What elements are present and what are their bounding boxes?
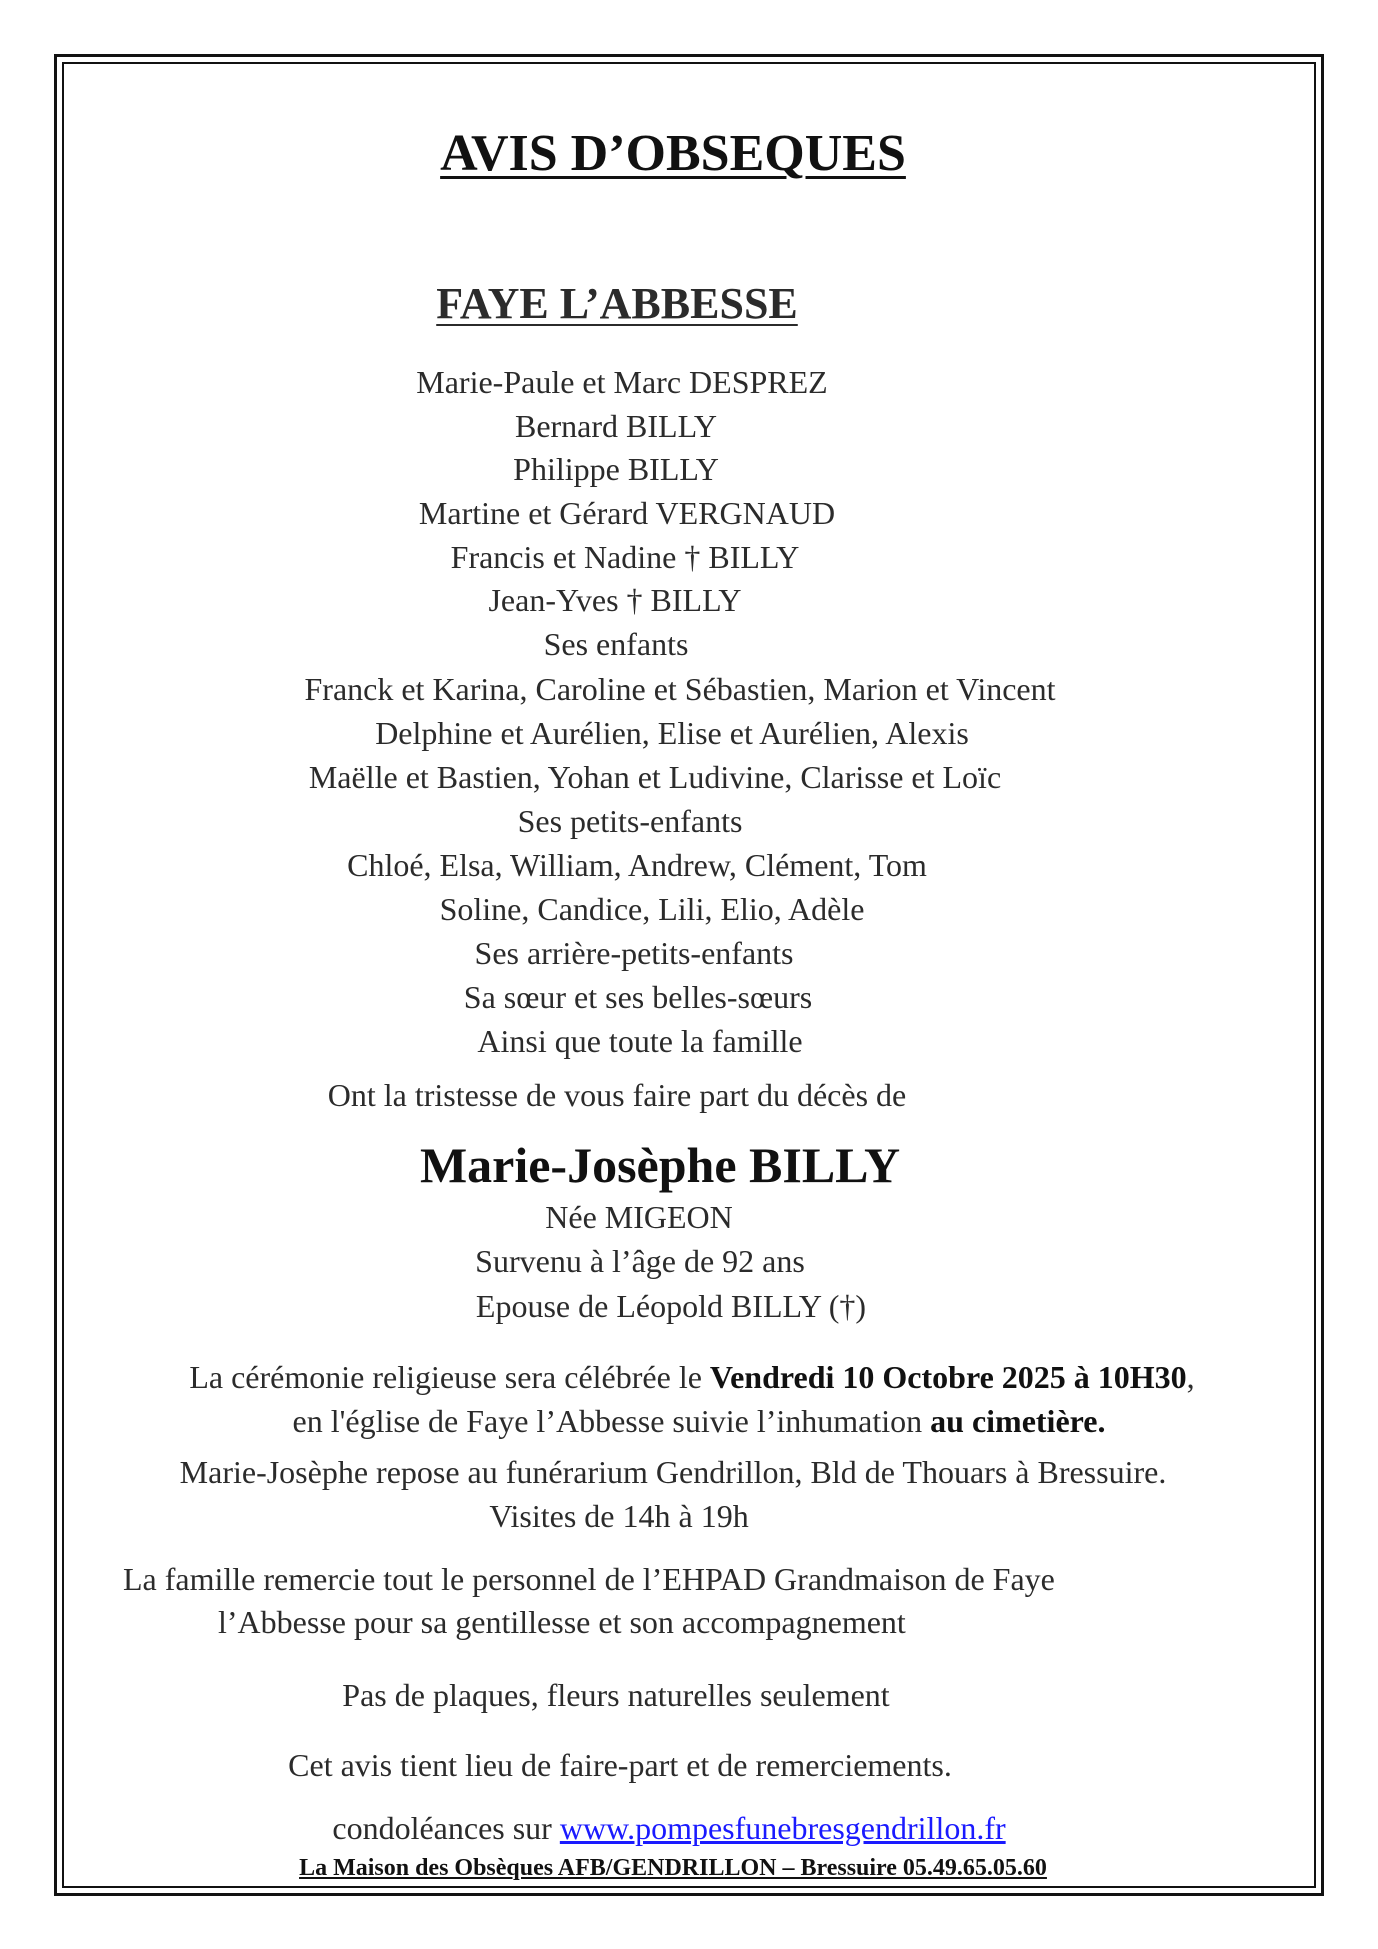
grandchildren-label: Ses petits-enfants: [517, 803, 743, 839]
child-2: Bernard BILLY: [514, 408, 718, 444]
child-4: Martine et Gérard VERGNAUD: [418, 495, 836, 531]
child-1: Marie-Paule et Marc DESPREZ: [416, 364, 828, 400]
notice-title: AVIS D’OBSEQUES: [440, 125, 906, 182]
ceremony-line-1: [189, 1361, 1194, 1393]
grandchildren-2: Delphine et Aurélien, Elise et Aurélien, Alexis: [375, 715, 969, 751]
great-grandchildren-label: Ses arrière-petits-enfants: [474, 935, 794, 971]
thanks-line-1: La famille remercie tout le personnel de l’EHPAD Grandmaison de Faye: [123, 1561, 1055, 1597]
child-3: Philippe BILLY: [513, 451, 719, 487]
footer-contact: La Maison des Obsèques AFB/GENDRILLON – Bressuire 05.49.65.05.60: [299, 1855, 1047, 1881]
visit-hours: Visites de 14h à 19h: [489, 1498, 749, 1534]
place-name: FAYE L’ABBESSE: [436, 279, 798, 328]
condolences-link[interactable]: www.pompesfunebresgendrillon.fr: [559, 1810, 1006, 1846]
deceased-name: Marie-Josèphe BILLY: [419, 1137, 901, 1193]
announcement-line: Ont la tristesse de vous faire part du décès de: [327, 1077, 907, 1113]
child-6: Jean-Yves † BILLY: [488, 582, 742, 618]
siblings-line: Sa sœur et ses belles-sœurs: [463, 979, 813, 1015]
great-grandchildren-1: Chloé, Elsa, William, Andrew, Clément, Tom: [347, 847, 927, 883]
ceremony-date: Vendredi 10 Octobre 2025 à 10H30: [709, 1359, 1187, 1395]
ceremony-line-2: [293, 1405, 1106, 1437]
condolences-line: [332, 1812, 1005, 1844]
whole-family-line: Ainsi que toute la famille: [477, 1023, 803, 1059]
birth-name: Née MIGEON: [545, 1199, 733, 1235]
great-grandchildren-2: Soline, Candice, Lili, Elio, Adèle: [439, 891, 865, 927]
grandchildren-3: Maëlle et Bastien, Yohan et Ludivine, Clarisse et Loïc: [308, 759, 1002, 795]
thanks-line-2: l’Abbesse pour sa gentillesse et son accompagnement: [218, 1604, 906, 1640]
spouse-line: Epouse de Léopold BILLY (†): [475, 1288, 867, 1324]
grandchildren-1: Franck et Karina, Caroline et Sébastien, Marion et Vincent: [304, 671, 1056, 707]
ceremony-cemetery: au cimetière.: [930, 1403, 1106, 1439]
ceremony-comma: ,: [1186, 1359, 1195, 1395]
flowers-line: Pas de plaques, fleurs naturelles seulement: [342, 1677, 890, 1713]
condolences-label: condoléances sur: [332, 1810, 560, 1846]
child-5: Francis et Nadine † BILLY: [450, 539, 800, 575]
children-label: Ses enfants: [543, 626, 689, 662]
rest-location: Marie-Josèphe repose au funérarium Gendrillon, Bld de Thouars à Bressuire.: [179, 1454, 1167, 1490]
age-line: Survenu à l’âge de 92 ans: [475, 1243, 805, 1279]
ceremony-text: La cérémonie religieuse sera célébrée le: [189, 1359, 710, 1395]
notice-line: Cet avis tient lieu de faire-part et de remerciements.: [288, 1747, 952, 1783]
ceremony-church: en l'église de Faye l’Abbesse suivie l’inhumation: [292, 1403, 931, 1439]
